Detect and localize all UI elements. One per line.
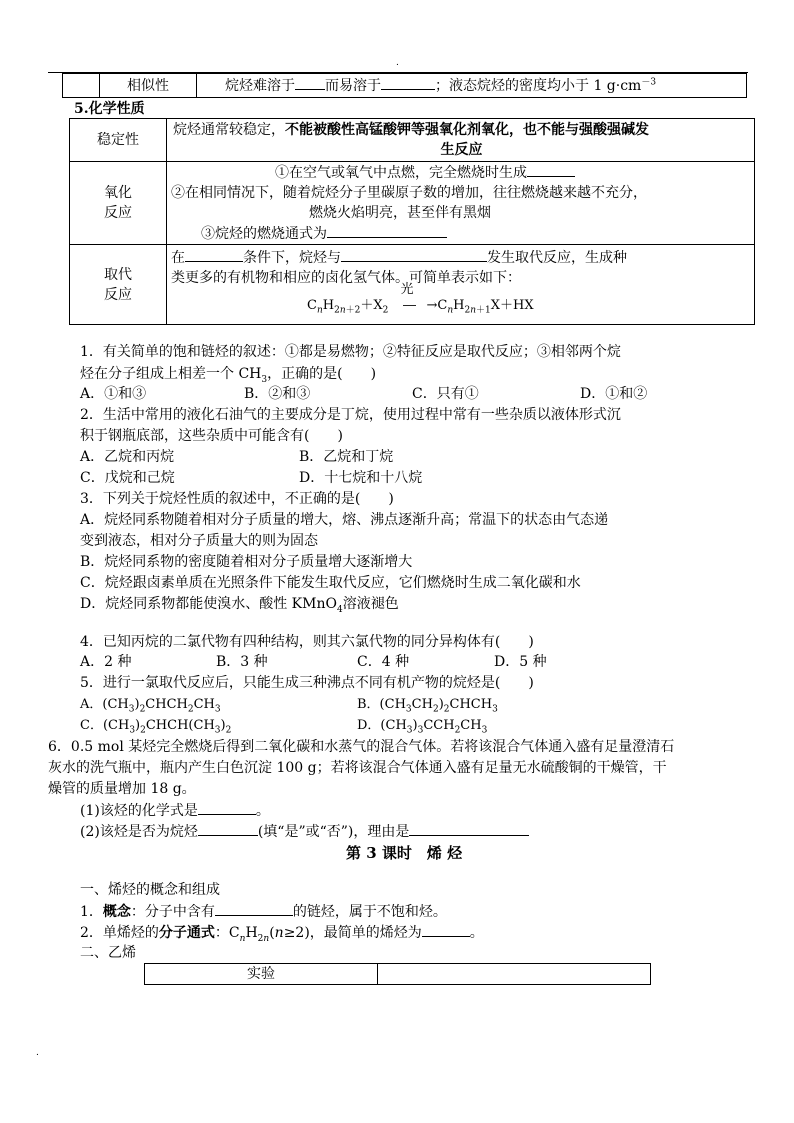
lesson-section-1: 一、烯烃的概念和组成 [80, 882, 220, 898]
oxidation-label-2: 反应 [104, 205, 132, 221]
footer-dot: . [36, 1048, 39, 1058]
blank-11 [422, 922, 470, 937]
substitution-line-1b: 条件下，烷烃与 [243, 250, 341, 266]
q3-line-1: 3．下列关于烷烃性质的叙述中，不正确的是( ) [80, 491, 394, 507]
stability-bold-1: 不能被酸性高锰酸钾等强氧化剂氧化，也不能与强酸强碱发 [285, 122, 649, 138]
q2-line-1: 2．生活中常用的液化石油气的主要成分是丁烷，使用过程中常有一些杂质以液体形式沉 [80, 407, 621, 423]
q2-option-d: D．十七烷和十八烷 [299, 470, 423, 486]
oxidation-line-4: ③烷烃的燃烧通式为 [201, 226, 327, 242]
blank-3 [527, 162, 575, 177]
chem-properties-table [69, 118, 755, 325]
q1-line-2a: 烃在分子组成上相差一个 CH [80, 366, 262, 382]
q5-line-1: 5．进行一氯取代反应后，只能生成三种沸点不同有机产物的烷烃是( ) [80, 675, 534, 691]
q5-option-c: C．$(CH_3)_2CHCH(CH_3)_2$ [80, 718, 232, 736]
similarity-content [197, 74, 747, 98]
q2-line-2: 积于钢瓶底部，这些杂质中可能含有( ) [80, 428, 343, 444]
q3-option-c: C．烷烃跟卤素单质在光照条件下能发生取代反应，它们燃烧时生成二氧化碳和水 [80, 575, 581, 591]
substitution-line-1a: 在 [171, 250, 185, 266]
experiment-content [378, 964, 651, 985]
item2-text-a: 2．单烯烃的 [80, 925, 159, 941]
q5-option-b: B．$(CH_3CH_2)_2CHCH_3$ [357, 697, 498, 715]
q4-option-c: C．4 种 [357, 654, 410, 670]
q1-option-a: A．①和③ [80, 386, 147, 402]
substitution-content [167, 245, 755, 325]
q3-option-b: B．烷烃同系物的密度随着相对分子质量增大逐渐增大 [80, 554, 413, 570]
q1-option-d: D．①和② [580, 386, 648, 402]
lesson-item-1 [80, 901, 447, 922]
density-unit-sup: －3 [641, 77, 657, 88]
oxidation-line-2: ②在相同情况下，随着烷烃分子里碳原子数的增加，往往燃烧越来越不充分， [171, 185, 647, 201]
q5-option-d: D．$(CH_3)_3CCH_2CH_3$ [357, 718, 488, 736]
q4-option-b: B．3 种 [216, 654, 268, 670]
oxidation-label-1: 氧化 [104, 185, 132, 201]
similarity-table [62, 73, 747, 98]
q1-option-b: B．②和③ [244, 386, 311, 402]
substitution-label [70, 245, 167, 325]
blank-6 [341, 247, 487, 262]
q1-line-2: 烃在分子组成上相差一个 $CH_3$，正确的是( ) [80, 366, 377, 385]
header-dot: . [396, 58, 399, 68]
q2-option-c: C．戊烷和己烷 [80, 470, 175, 486]
q4-option-d: D．5 种 [494, 654, 547, 670]
stability-bold-2: 生反应 [440, 142, 483, 158]
substitution-line-2: 类更多的有机物和相应的卤化氢气体。可简单表示如下： [171, 270, 521, 286]
lesson-item-2: 2．单烯烃的分子通式：$C_nH_{2n}(n\ge 2)$，最简单的烯烃为 。 [80, 922, 484, 943]
blank-2 [381, 75, 435, 90]
q6-sub-2a: (2)该烃是否为烷烃 [80, 824, 198, 840]
oxidation-line-3: 燃烧火焰明亮，甚至伴有黑烟 [309, 205, 491, 221]
blank-10 [215, 901, 293, 916]
lesson-title: 第 3 课时 烯 烃 [346, 844, 463, 862]
q6-sub-2 [80, 821, 529, 842]
stability-content [167, 119, 755, 162]
item1-text-b: ：分子中含有 [130, 904, 215, 920]
q6-line-3: 燥管的质量增加 18 g。 [48, 781, 196, 797]
oxidation-line-1: ①在空气或氧气中点燃，完全燃烧时生成 [275, 165, 527, 181]
substitution-label-2: 反应 [104, 286, 132, 303]
oxidation-content [167, 162, 755, 245]
similarity-text-b: 而易溶于 [325, 78, 381, 94]
q1-option-c: C．只有① [412, 386, 479, 402]
q1-line-1: 1．有关简单的饱和链烃的叙述：①都是易燃物；②特征反应是取代反应；③相邻两个烷 [80, 344, 621, 360]
blank-7 [198, 800, 256, 815]
stability-label: 稳定性 [70, 119, 167, 162]
oxidation-label [70, 162, 167, 245]
q5-option-a: A．$(CH_3)_2CHCH_2CH_3$ [80, 697, 221, 715]
stability-plain: 烷烃通常较稳定， [173, 122, 285, 138]
q2-option-b: B．乙烷和丁烷 [299, 449, 394, 465]
similarity-text-a: 烷烃难溶于 [225, 78, 295, 94]
ethylene-table [144, 963, 651, 985]
substitution-line-1c: 发生取代反应，生成种 [487, 250, 627, 266]
item1-text-c: 的链烃，属于不饱和烃。 [292, 904, 447, 920]
similarity-text-c: ；液态烷烃的密度均小于 1 g·cm [435, 78, 642, 94]
item2-bold: 分子通式 [158, 925, 215, 941]
item1-bold: 概念 [102, 904, 131, 920]
q3-option-a-1: A．烷烃同系物随着相对分子质量的增大，熔、沸点逐渐升高；常温下的状态由气态递 [80, 512, 609, 528]
similarity-label: 相似性 [100, 74, 197, 98]
q3-option-d: D．烷烃同系物都能使溴水、酸性 KMnO$_4$溶液褪色 [80, 596, 399, 615]
substitution-label-1: 取代 [104, 266, 132, 283]
experiment-label: 实验 [145, 964, 378, 985]
q4-line-1: 4．已知丙烷的二氯代物有四种结构，则其六氯代物的同分异构体有( ) [80, 634, 534, 650]
q3-option-a-2: 变到液态，相对分子质量大的则为固态 [80, 533, 318, 549]
q6-line-1: 6．0.5 mol 某烃完全燃烧后得到二氧化碳和水蒸气的混合气体。若将该混合气体通入盛有足量澄清石 [48, 739, 675, 755]
q6-sub-1: (1)该烃的化学式是 。 [80, 800, 270, 821]
substitution-equation: $C_nH_{2n+2}+X_2$ 光 ― $\to C_nH_{2n+1}X+HX$ [307, 282, 534, 316]
similarity-empty-cell [63, 74, 100, 98]
item2-text-b: ，最简单的烯烃为 [309, 925, 422, 941]
blank-5 [185, 247, 243, 262]
equation-condition: 光 [400, 282, 414, 297]
q1-line-2b: ，正确的是( ) [267, 366, 377, 382]
q2-option-a: A．乙烷和丙烷 [80, 449, 175, 465]
item1-number: 1． [80, 904, 103, 920]
q6-sub-1-text: (1)该烃的化学式是 [80, 803, 198, 819]
q4-option-a: A．2 种 [80, 654, 132, 670]
blank-8 [198, 821, 258, 836]
blank-4 [327, 223, 447, 238]
section5-title: 5.化学性质 [74, 101, 145, 117]
blank-9 [409, 821, 529, 836]
q6-line-2: 灰水的洗气瓶中，瓶内产生白色沉淀 100 g；若将该混合气体通入盛有足量无水硫酸铜的干燥管，干 [48, 760, 667, 776]
q6-sub-2b: (填“是”或“否”)，理由是 [257, 824, 410, 840]
blank-1 [295, 75, 325, 90]
lesson-section-2: 二、乙烯 [80, 945, 136, 961]
q3-option-d-1: D．烷烃同系物都能使溴水、酸性 KMnO [80, 596, 337, 612]
q3-option-d-2: 溶液褪色 [342, 596, 399, 612]
